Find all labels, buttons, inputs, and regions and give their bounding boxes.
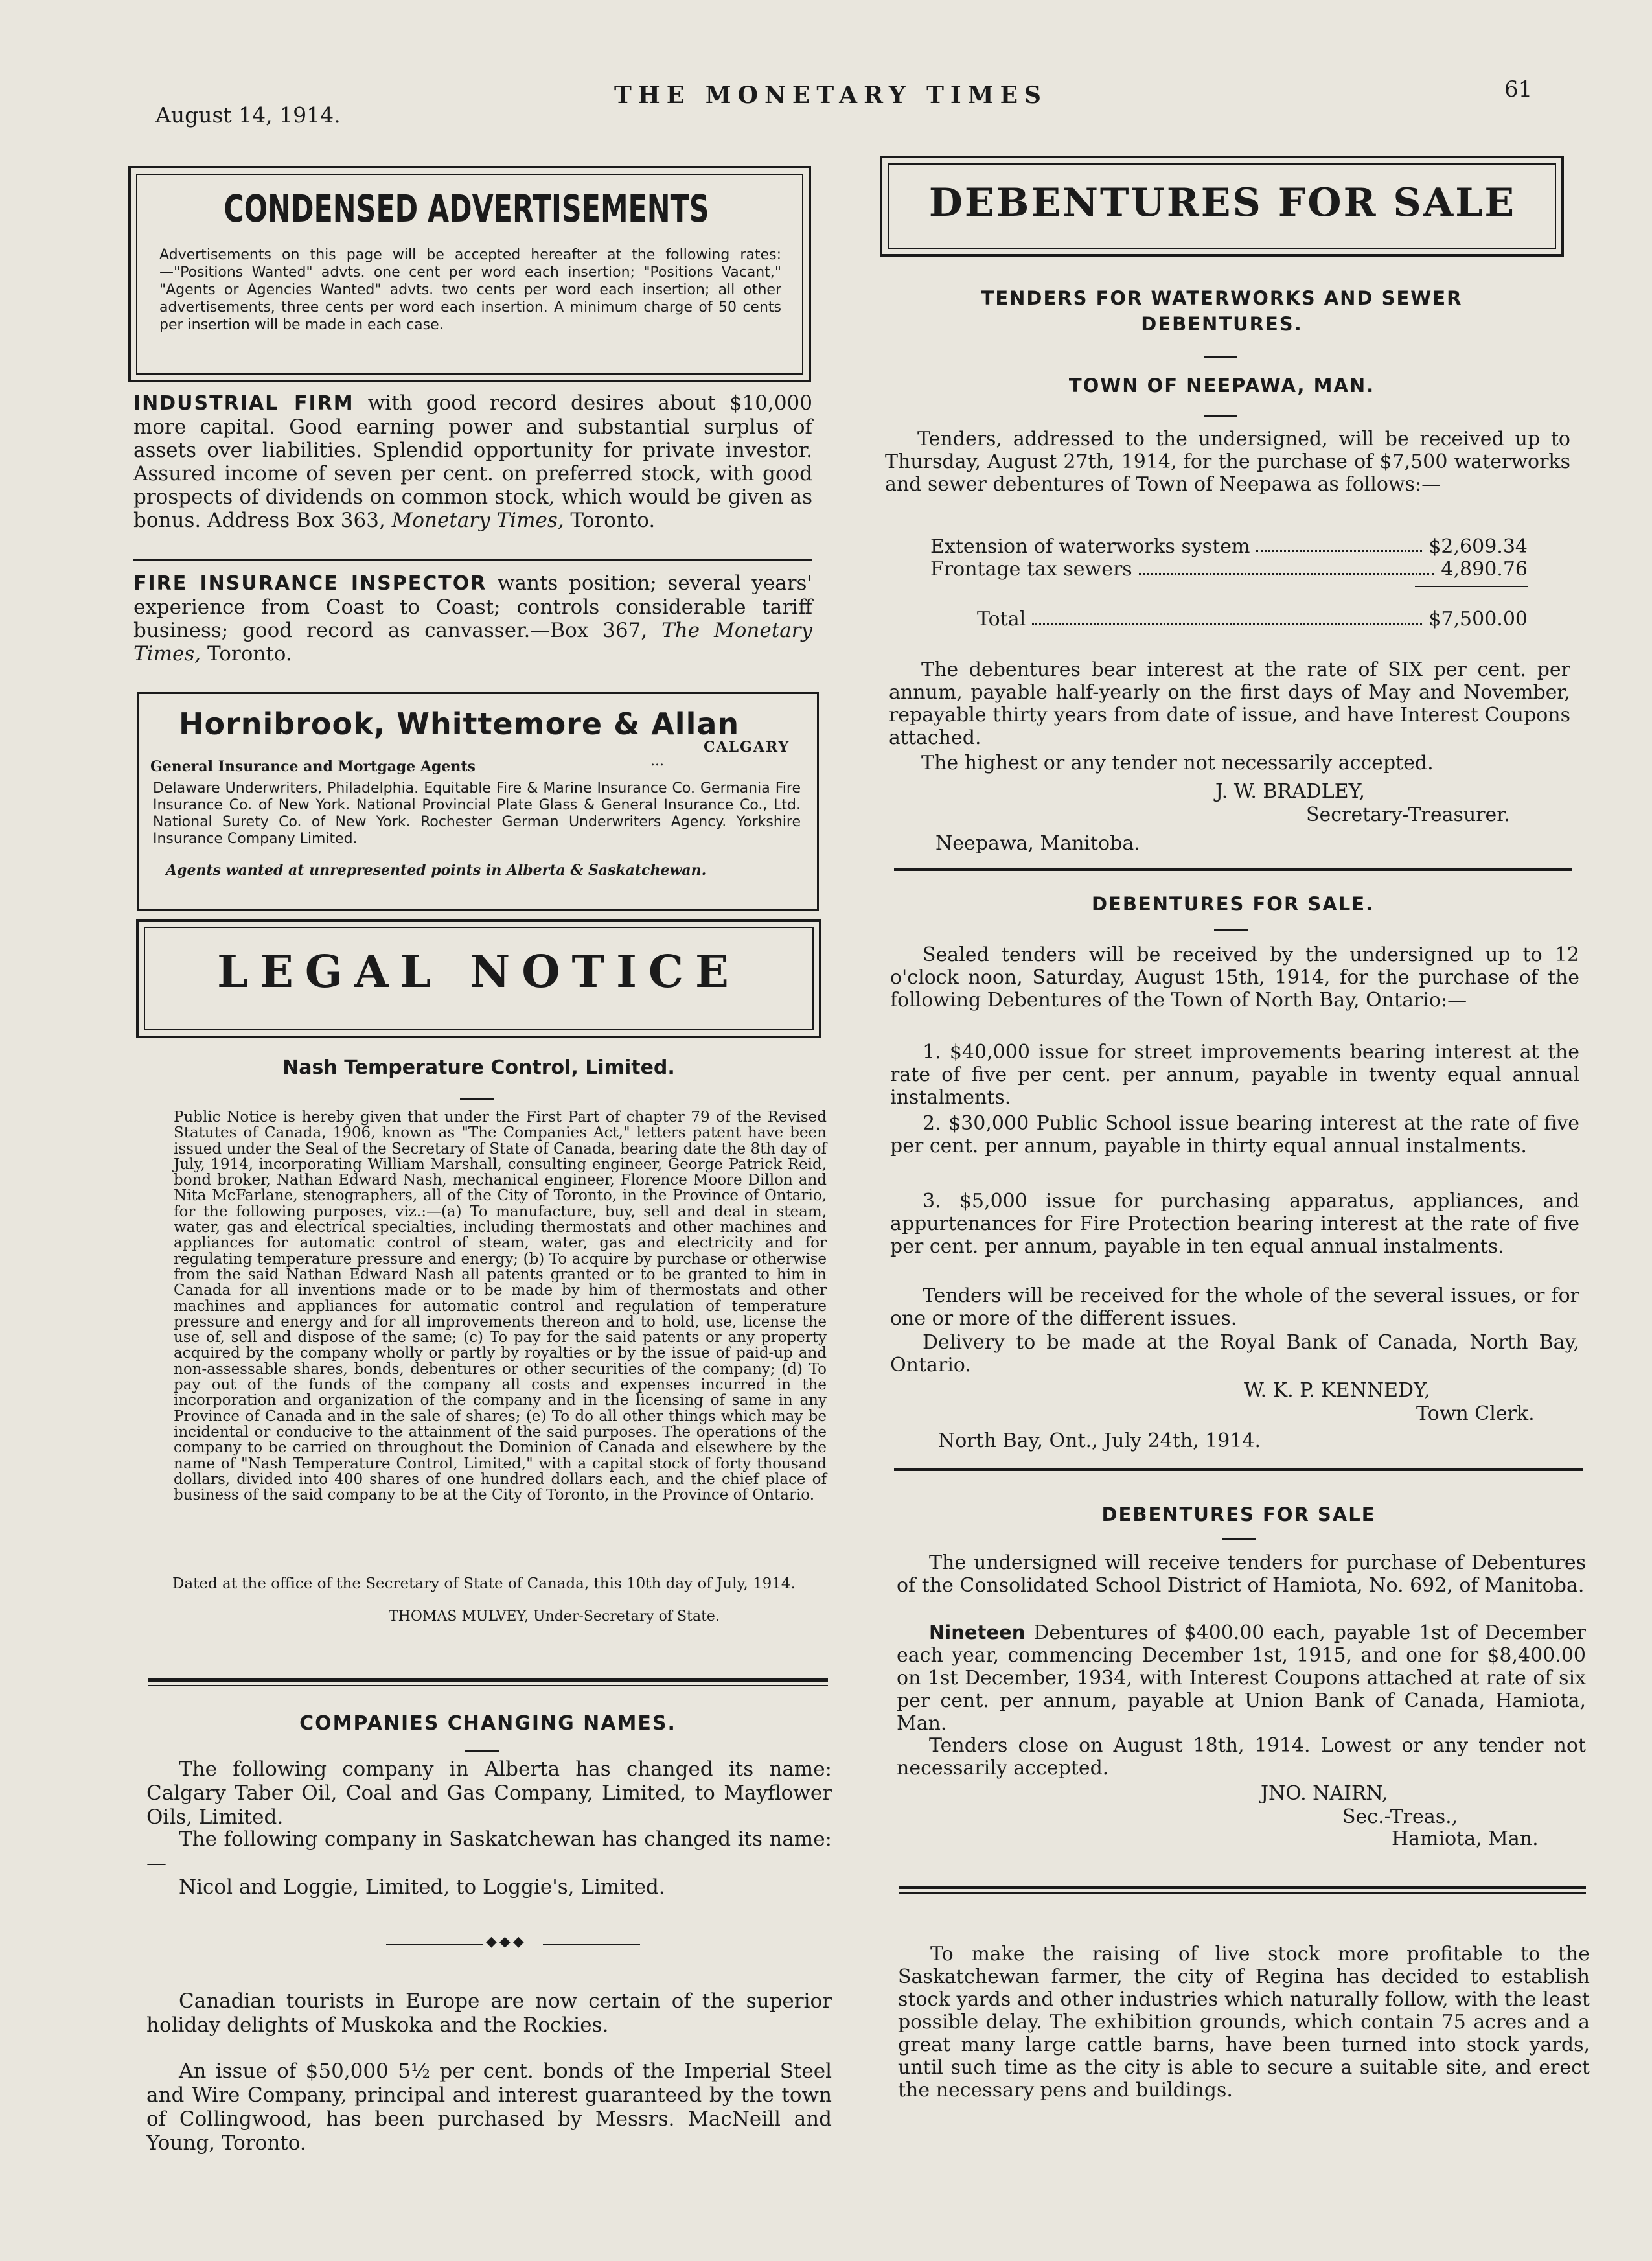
- debentures-banner-title: DEBENTURES FOR SALE: [928, 180, 1517, 226]
- ad-industrial-sig-city: Toronto.: [564, 509, 656, 532]
- legal-notice-dated: Dated at the office of the Secretary of State of Canada, this 10th day of July, 1914.: [172, 1575, 796, 1592]
- short-rule: [1214, 929, 1248, 931]
- hornibrook-companies: Delaware Underwriters, Philadelphia. Equitable Fire & Marine Insurance Co. Germania Fire Insurance Co. of New York. National Provincial Plate Glass & General Insurance Co., Ltd. National Surety Co. of New York. Rochester German Underwriters Agency. Yorkshire Insurance Company Limited.: [153, 780, 801, 847]
- legal-notice-signature: THOMAS MULVEY, Under-Secretary of State.: [389, 1608, 720, 1625]
- page-date: August 14, 1914.: [155, 102, 341, 128]
- northbay-signature-name: W. K. P. KENNEDY,: [1244, 1379, 1430, 1402]
- total-label: Total: [977, 608, 1026, 631]
- northbay-heading: DEBENTURES FOR SALE.: [1091, 893, 1375, 915]
- neepawa-intro: Tenders, addressed to the undersigned, will be received up to Thursday, August 27th, 1914, for the purchase of $7,500 waterworks and sewer debentures of Town of Neepawa as follows:—: [885, 428, 1570, 496]
- neepawa-signature-title: Secretary-Treasurer.: [1306, 804, 1510, 826]
- companies-alberta: The following company in Alberta has changed its name: Calgary Taber Oil, Coal and Gas Company, Limited, to Mayflower Oils, Limited.: [146, 1757, 832, 1829]
- neepawa-interest: The debentures bear interest at the rate of SIX per cent. per annum, payable half-yearly on the first days of May and November, repayable thirty years from date of issue, and have Interest Coupons attached.: [889, 658, 1570, 749]
- page-number: 61: [1504, 76, 1533, 102]
- hamiota-terms-body: Debentures of $400.00 each, payable 1st of December each year, commencing December 1st, 1915, and one for $8,400.00 on 1st December, 1934, with Interest Coupons attached at rate of six per cent. per annum, payable at Union Bank of Canada, Hamiota, Man.: [897, 1621, 1586, 1735]
- neepawa-place: Neepawa, Manitoba.: [935, 832, 1140, 855]
- publication-title: THE MONETARY TIMES: [614, 82, 1048, 109]
- news-imperial-steel: An issue of $50,000 5½ per cent. bonds of the Imperial Steel and Wire Company, principal and interest guaranteed by the town of Collingwood, has been purchased by Messrs. MacNeill and Young, Toronto.: [146, 2059, 832, 2155]
- ad-industrial-lead: INDUSTRIAL FIRM: [133, 392, 354, 415]
- northbay-place: North Bay, Ont., July 24th, 1914.: [938, 1430, 1261, 1452]
- ornament-rule-right: [543, 1944, 640, 1945]
- thick-divider: [899, 1886, 1586, 1889]
- ornament-diamonds: ◆◆◆: [486, 1934, 527, 1950]
- neepawa-item-row: [930, 558, 1528, 581]
- condensed-ads-rates: Advertisements on this page will be accepted hereafter at the following rates:—"Positions Wanted" advts. one cent per word each insertion; "Positions Vacant," "Agents or Agencies Wanted" advts. two cents per word each insertion; all other advertisements, three cents per word each insertion. A minimum charge of 50 cents per insertion will be made in each case.: [159, 247, 781, 333]
- northbay-tenders: Tenders will be received for the whole of the several issues, or for one or more of the different issues.: [890, 1284, 1579, 1330]
- thick-divider: [148, 1678, 828, 1682]
- hornibrook-city: CALGARY: [704, 739, 790, 756]
- neepawa-town: TOWN OF NEEPAWA, MAN.: [1068, 375, 1375, 397]
- ad-industrial-body: with good record desires about $10,000 more capital. Good earning power and substantial surplus of assets over liabilities. Splendid opportunity for private investor. Assured income of seven per cent. on preferred stock, with good prospects of dividends on common stock, which would be given as bonus. Address Box 363,: [133, 391, 812, 532]
- short-rule: [1222, 1538, 1256, 1540]
- thin-divider: [899, 1892, 1586, 1894]
- hamiota-intro: The undersigned will receive tenders for purchase of Debentures of the Consolidated School District of Hamiota, No. 692, of Manitoba.: [897, 1551, 1586, 1597]
- sum-rule: [1415, 586, 1528, 587]
- legal-notice-title: LEGAL NOTICE: [217, 946, 740, 998]
- northbay-delivery: Delivery to be made at the Royal Bank of Canada, North Bay, Ontario.: [890, 1331, 1579, 1376]
- total-amount: $7,500.00: [1428, 608, 1528, 631]
- divider: [133, 559, 812, 561]
- short-rule: [465, 1750, 499, 1752]
- legal-notice-body: Public Notice is hereby given that under the First Part of chapter 79 of the Revised Statutes of Canada, 1906, known as "The Companies Act," letters patent have been issued under the Seal of the Secretary of State of Canada, bearing date the 8th day of July, 1914, incorporating William Marshall, consulting engineer, George Patrick Reid, bond broker, Nathan Edward Nash, mechanical engineer, Florence Moore Dillon and Nita McFarlane, stenographers, all of the City of Toronto, in the Province of Ontario, for the following purposes, viz.:—(a) To manufacture, buy, sell and deal in steam, water, gas and electrical specialties, including thermostats and other machines and appliances for automatic control of steam, water, gas and electricity and for regulating temperature pressure and energy; (b) To acquire by purchase or otherwise from the said Nathan Edward Nash all patents granted or to be granted to him in Canada for all inventions made or to be made by him of thermostats and other machines and appliances for automatic control and regulation of temperature pressure and energy and for all improvements thereon and to hold, use, license the use of, sell and dispose of the same; (c) To pay for the said patents or any property acquired by the company wholly or partly by royalties or by the issue of paid-up and non-assessable shares, bonds, debentures or other securities of the company; (d) To pay out of the funds of the company all costs and expenses incurred in the incorporation and organization of the company and in the licensing of same in any Province of Canada and in the sale of shares; (e) To do all other things which may be incidental or conducive to the attainment of the said purposes. The operations of the company to be carried on throughout the Dominion of Canada and elsewhere by the name of "Nash Temperature Control, Limited," with a capital stock of forty thousand dollars, divided into 400 shares of one hundred dollars each, and the chief place of business of the said company to be at the City of Toronto, in the Province of Ontario.: [174, 1109, 827, 1504]
- neepawa-signature-name: J. W. BRADLEY,: [1215, 780, 1366, 803]
- neepawa-items: [930, 535, 1528, 581]
- hornibrook-dots: ...: [650, 753, 664, 769]
- item-amount: $2,609.34: [1428, 535, 1528, 558]
- hamiota-heading: DEBENTURES FOR SALE: [1101, 1503, 1376, 1525]
- northbay-signature-title: Town Clerk.: [1416, 1402, 1535, 1425]
- news-canadian-tourists: Canadian tourists in Europe are now certain of the superior holiday delights of Muskoka and the Rockies.: [146, 1989, 832, 2037]
- companies-nicol-loggie: Nicol and Loggie, Limited, to Loggie's, Limited.: [179, 1875, 665, 1899]
- northbay-item-3: 3. $5,000 issue for purchasing apparatus, appliances, and appurtenances for Fire Protection bearing interest at the rate of five per cent. per annum, payable in ten equal annual instalments.: [890, 1190, 1579, 1258]
- neepawa-total-row: [977, 608, 1528, 631]
- neepawa-item-row: [930, 535, 1528, 558]
- item-label: Extension of waterworks system: [930, 535, 1250, 558]
- legal-notice-company: Nash Temperature Control, Limited.: [282, 1056, 675, 1079]
- divider: [894, 868, 1572, 871]
- hornibrook-name: Hornibrook, Whittemore & Allan: [179, 706, 740, 741]
- hamiota-close: Tenders close on August 18th, 1914. Lowest or any tender not necessarily accepted.: [897, 1734, 1586, 1780]
- hamiota-signature-place: Hamiota, Man.: [1392, 1827, 1539, 1850]
- ad-industrial-sig: Monetary Times,: [391, 509, 564, 532]
- neepawa-acceptance: The highest or any tender not necessarily accepted.: [921, 752, 1434, 774]
- thin-divider: [148, 1685, 828, 1686]
- hamiota-signature-title: Sec.-Treas.,: [1342, 1805, 1458, 1828]
- item-amount: 4,890.76: [1441, 558, 1528, 581]
- northbay-item-2: 2. $30,000 Public School issue bearing interest at the rate of five per cent. per annum, payable in thirty equal annual instalments.: [890, 1112, 1579, 1157]
- short-rule: [1204, 415, 1237, 417]
- hornibrook-footer: Agents wanted at unrepresented points in Alberta & Saskatchewan.: [166, 862, 707, 879]
- companies-saskatchewan: The following company in Saskatchewan has changed its name:—: [146, 1827, 832, 1875]
- northbay-intro: Sealed tenders will be received by the undersigned up to 12 o'clock noon, Saturday, August 15th, 1914, for the purchase of the following Debentures of the Town of North Bay, Ontario:—: [890, 944, 1579, 1012]
- hamiota-terms-lead: Nineteen: [929, 1621, 1026, 1643]
- ad-fire-lead: FIRE INSURANCE INSPECTOR: [133, 572, 487, 595]
- hamiota-signature-name: JNO. NAIRN,: [1261, 1782, 1388, 1805]
- ad-fire-sig-city: Toronto.: [201, 642, 292, 666]
- ornament-rule-left: [386, 1944, 483, 1945]
- neepawa-heading: TENDERS FOR WATERWORKS AND SEWER DEBENTURES.: [981, 287, 1463, 335]
- hornibrook-subtitle: General Insurance and Mortgage Agents: [150, 758, 476, 775]
- hamiota-terms: [897, 1621, 1586, 1735]
- ad-fire-body: wants position; several years' experience from Coast to Coast; controls considerable tariff business; good record as canvasser.—Box 367,: [133, 572, 812, 642]
- short-rule: [460, 1098, 494, 1100]
- condensed-ads-title: CONDENSED ADVERTISEMENTS: [224, 187, 709, 231]
- ad-industrial-firm: [133, 391, 812, 532]
- companies-changing-heading: COMPANIES CHANGING NAMES.: [299, 1712, 676, 1735]
- northbay-item-1: 1. $40,000 issue for street improvements bearing interest at the rate of five per cent. per annum, payable in twenty equal annual instalments.: [890, 1041, 1579, 1109]
- ad-fire-sig: The Monetary Times,: [133, 619, 813, 666]
- ad-fire-inspector: [133, 572, 812, 666]
- short-rule: [1204, 356, 1237, 358]
- divider: [894, 1468, 1583, 1471]
- regina-stock-yards: To make the raising of live stock more profitable to the Saskatchewan farmer, the city of Regina has decided to establish stock yards and other industries which naturally follow, with the least possible delay. The exhibition grounds, which contain 75 acres and a great many large cattle barns, have been turned into stock yards, until such time as the city is able to secure a suitable site, and erect the necessary pens and buildings.: [898, 1943, 1590, 2102]
- item-label: Frontage tax sewers: [930, 558, 1132, 581]
